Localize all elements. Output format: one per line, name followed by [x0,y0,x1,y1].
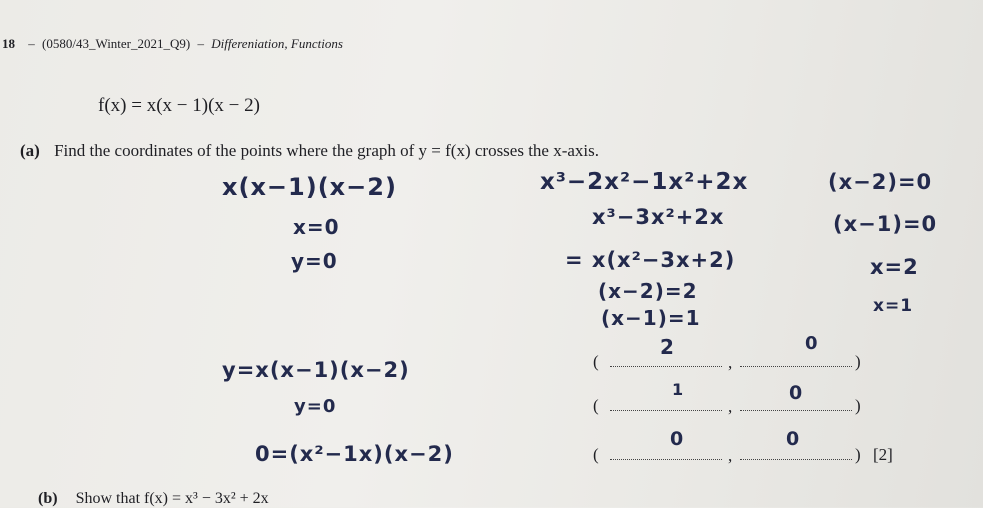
handwritten-step: y=x(x−1)(x−2) [222,358,410,382]
paper-code: (0580/43_Winter_2021_Q9) [42,36,191,51]
handwritten-step: x=2 [870,255,919,279]
question-number: 18 [2,36,15,51]
part-a-text: Find the coordinates of the points where the graph of y = f(x) crosses the x-axis. [54,141,600,160]
header-dash: – [28,36,35,51]
answer-y-field[interactable] [740,352,852,367]
handwritten-step: y=0 [294,396,337,417]
part-a-question [20,141,599,161]
function-definition: f(x) = x(x − 1)(x − 2) [98,95,260,116]
handwritten-step: (x−1)=1 [601,306,701,330]
question-header [2,36,343,52]
part-b-text: Show that f(x) = x³ − 3x² + 2x [75,490,269,507]
handwritten-step: x=0 [293,215,340,239]
topic-label: Differeniation, Functions [211,36,343,51]
handwritten-step: 0=(x²−1x)(x−2) [255,442,454,466]
handwritten-step: (x−2)=2 [598,279,698,303]
handwritten-step: = x(x²−3x+2) [565,248,736,272]
handwritten-step: y=0 [291,249,338,273]
part-b-question [38,490,269,508]
answer-y-value: 0 [786,428,801,450]
header-dash: – [197,36,204,51]
handwritten-step: x=1 [873,296,914,316]
answer-x-field[interactable] [610,445,722,460]
handwritten-step: x(x−1)(x−2) [222,173,397,201]
handwritten-step: (x−2)=0 [828,170,933,194]
part-b-label: (b) [38,490,58,507]
part-a-label: (a) [20,141,40,160]
answer-x-field[interactable] [610,396,722,411]
marks-label: [2] [873,445,893,464]
answer-x-value: 1 [672,380,685,399]
answer-x-value: 2 [660,335,675,359]
handwritten-step: x³−3x²+2x [592,205,725,229]
handwritten-step: x³−2x²−1x²+2x [540,169,749,195]
answer-y-value: 0 [789,382,804,404]
handwritten-step: (x−1)=0 [833,212,938,236]
answer-y-value: 0 [805,333,819,354]
answer-x-value: 0 [670,428,685,450]
